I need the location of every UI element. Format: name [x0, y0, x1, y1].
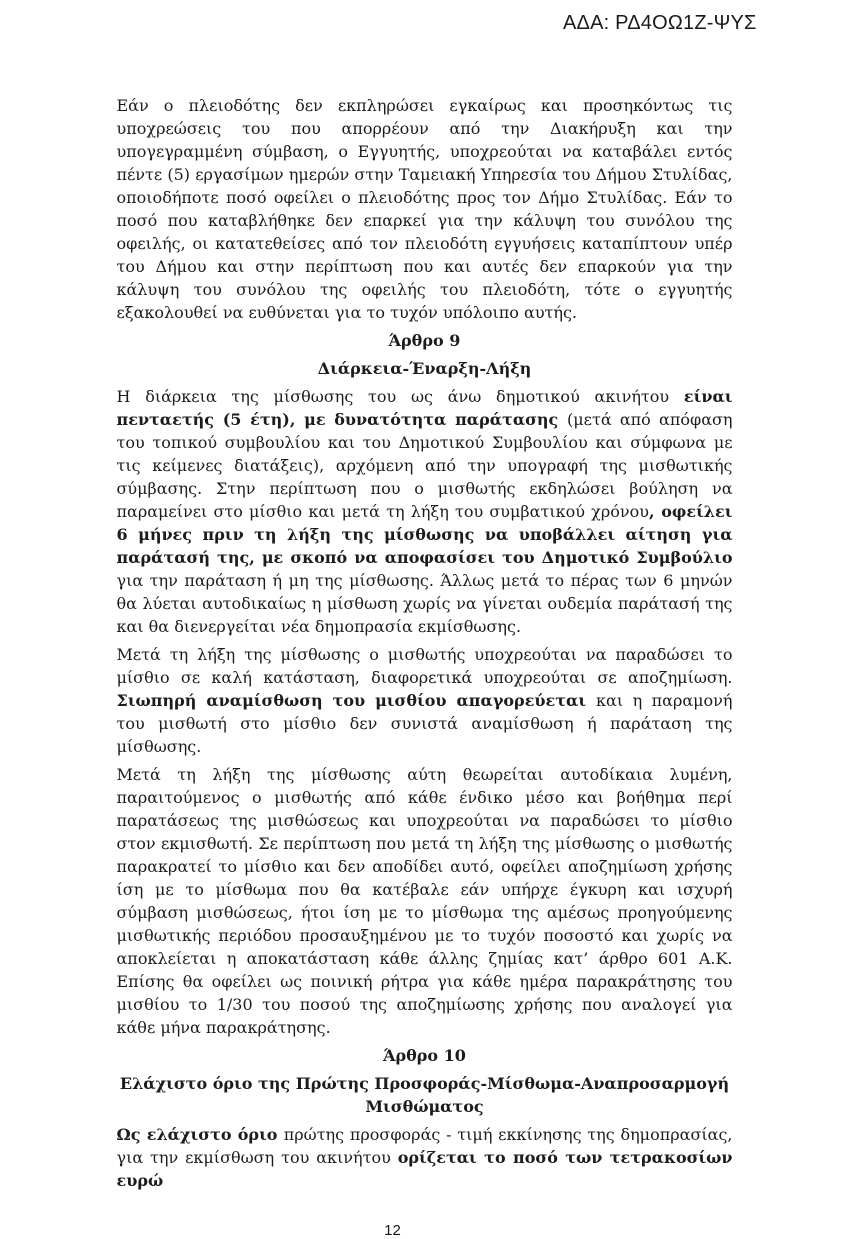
- document-body: [117, 0, 733, 1192]
- text-run: Η διάρκεια της μίσθωσης του ως άνω δημοτικού ακινήτου: [116, 387, 684, 406]
- paragraph: [117, 1123, 733, 1192]
- article-subtitle: Διάρκεια-Έναρξη-Λήξη: [317, 359, 532, 378]
- text-run: Εάν ο πλειοδότης δεν εκπληρώσει εγκαίρως και προσηκόντως τις υποχρεώσεις του που απορρέουν από την Διακήρυξη και την υπογεγραμμένη σύμβαση, ο Εγγυητής, υποχρεούται να καταβάλει εντός πέντε (5) εργασίμων ημερών στην Ταμειακή Υπηρεσία του Δήμου Στυλίδας, οποιοδήποτε ποσό οφείλει ο πλειοδότης προς τον Δήμο Στυλίδας. Εάν το ποσό που καταβλήθηκε δεν επαρκεί για την κάλυψη του συνόλου της οφειλής, οι κατατεθείσες από τον πλειοδότη εγγυήσεις καταπίπτουν υπέρ του Δήμου και στην περίπτωση που και αυτές δεν επαρκούν για την κάλυψη του συνόλου της οφειλής του πλειοδότη, τότε ο εγγυητής εξακολουθεί να ευθύνεται για το τυχόν υπόλοιπο αυτής.: [116, 96, 733, 322]
- paragraph: [117, 763, 733, 1039]
- text-run: Μετά τη λήξη της μίσθωσης αύτη θεωρείται αυτοδίκαια λυμένη, παραιτούμενος ο μισθωτής από κάθε ένδικο μέσο και βοήθημα περί παρατάσεως της μισθώσεως και υποχρεούται να παραδώσει το μίσθιο στον εκμισθωτή. Σε περίπτωση που μετά τη λήξη της μίσθωσης ο μισθωτής παρακρατεί το μίσθιο και δεν αποδίδει αυτό, οφείλει αποζημίωση χρήσης ίση με το μίσθωμα που θα κατέβαλε εάν υπήρχε έγκυρη και ισχυρή σύμβαση μισθώσεως, ήτοι ίση με το μίσθωμα της αμέσως προηγούμενης μισθωτικής περιόδου προσαυξημένου με το τυχόν ποσοστό και χωρίς να αποκλείεται η αποκατάσταση κάθε άλλης ζημίας κατ’ άρθρο 601 Α.Κ. Επίσης θα οφείλει ως ποινική ρήτρα για κάθε ημέρα παρακράτησης του μισθίου το 1/30 του ποσού της αποζημίωσης χρήσης που αναλογεί για κάθε μήνα παρακράτησης.: [116, 765, 733, 1037]
- article-title: Άρθρο 9: [388, 331, 461, 350]
- text-run: και η παραμονή του μισθωτή στο μίσθιο δεν συνιστά αναμίσθωση ή παράταση της μίσθωσης.: [116, 691, 733, 756]
- bold-text-run: ορίζεται το ποσό των τετρακοσίων ευρώ: [116, 1148, 733, 1190]
- paragraph: [117, 643, 733, 758]
- ada-code: ΑΔΑ: ΡΔ4ΟΩ1Ζ-ΨΥΣ: [563, 12, 757, 34]
- article-subtitle: Ελάχιστο όριο της Πρώτης Προσφοράς-Μίσθωμα-Αναπροσαρμογή Μισθώματος: [119, 1074, 730, 1116]
- paragraph: [117, 94, 733, 324]
- paragraph: [117, 385, 733, 638]
- text-run: πρώτης προσφοράς - τιμή εκκίνησης της δημοπρασίας, για την εκμίσθωση του ακινήτου: [116, 1125, 733, 1167]
- bold-text-run: Σιωπηρή αναμίσθωση του μισθίου απαγορεύεται: [116, 691, 597, 710]
- text-run: για την παράταση ή μη της μίσθωσης. Άλλως μετά το πέρας των 6 μηνών θα λύεται αυτοδικαίως η μίσθωση χωρίς να γίνεται ουδεμία παράτασή της και θα διενεργείται νέα δημοπρασία εκμίσθωσης.: [116, 571, 733, 636]
- article-title: Άρθρο 10: [383, 1046, 466, 1065]
- bold-text-run: είναι πενταετής (5 έτη), με δυνατότητα παράτασης: [116, 387, 733, 429]
- bold-text-run: , οφείλει 6 μήνες πριν τη λήξη της μίσθωσης να υποβάλλει αίτηση για παράτασή της, με σκοπό να αποφασίσει του Δημοτικό Συμβούλιο: [116, 502, 733, 567]
- text-run: Μετά τη λήξη της μίσθωσης ο μισθωτής υποχρεούται να παραδώσει το μίσθιο σε καλή κατάσταση, διαφορετικά υποχρεούται σε αποζημίωση.: [116, 645, 733, 687]
- text-run: (μετά από απόφαση του τοπικού συμβουλίου και του Δημοτικού Συμβουλίου και σύμφωνα με τις κείμενες διατάξεις), αρχόμενη από την υπογραφή της μισθωτικής σύμβασης. Στην περίπτωση που ο μισθωτής εκδηλώσει βούληση να παραμείνει στο μίσθιο και μετά τη λήξη του συμβατικού χρόνου: [116, 410, 733, 521]
- bold-text-run: Ως ελάχιστο όριο: [116, 1125, 284, 1144]
- page-number: 12: [384, 1222, 401, 1239]
